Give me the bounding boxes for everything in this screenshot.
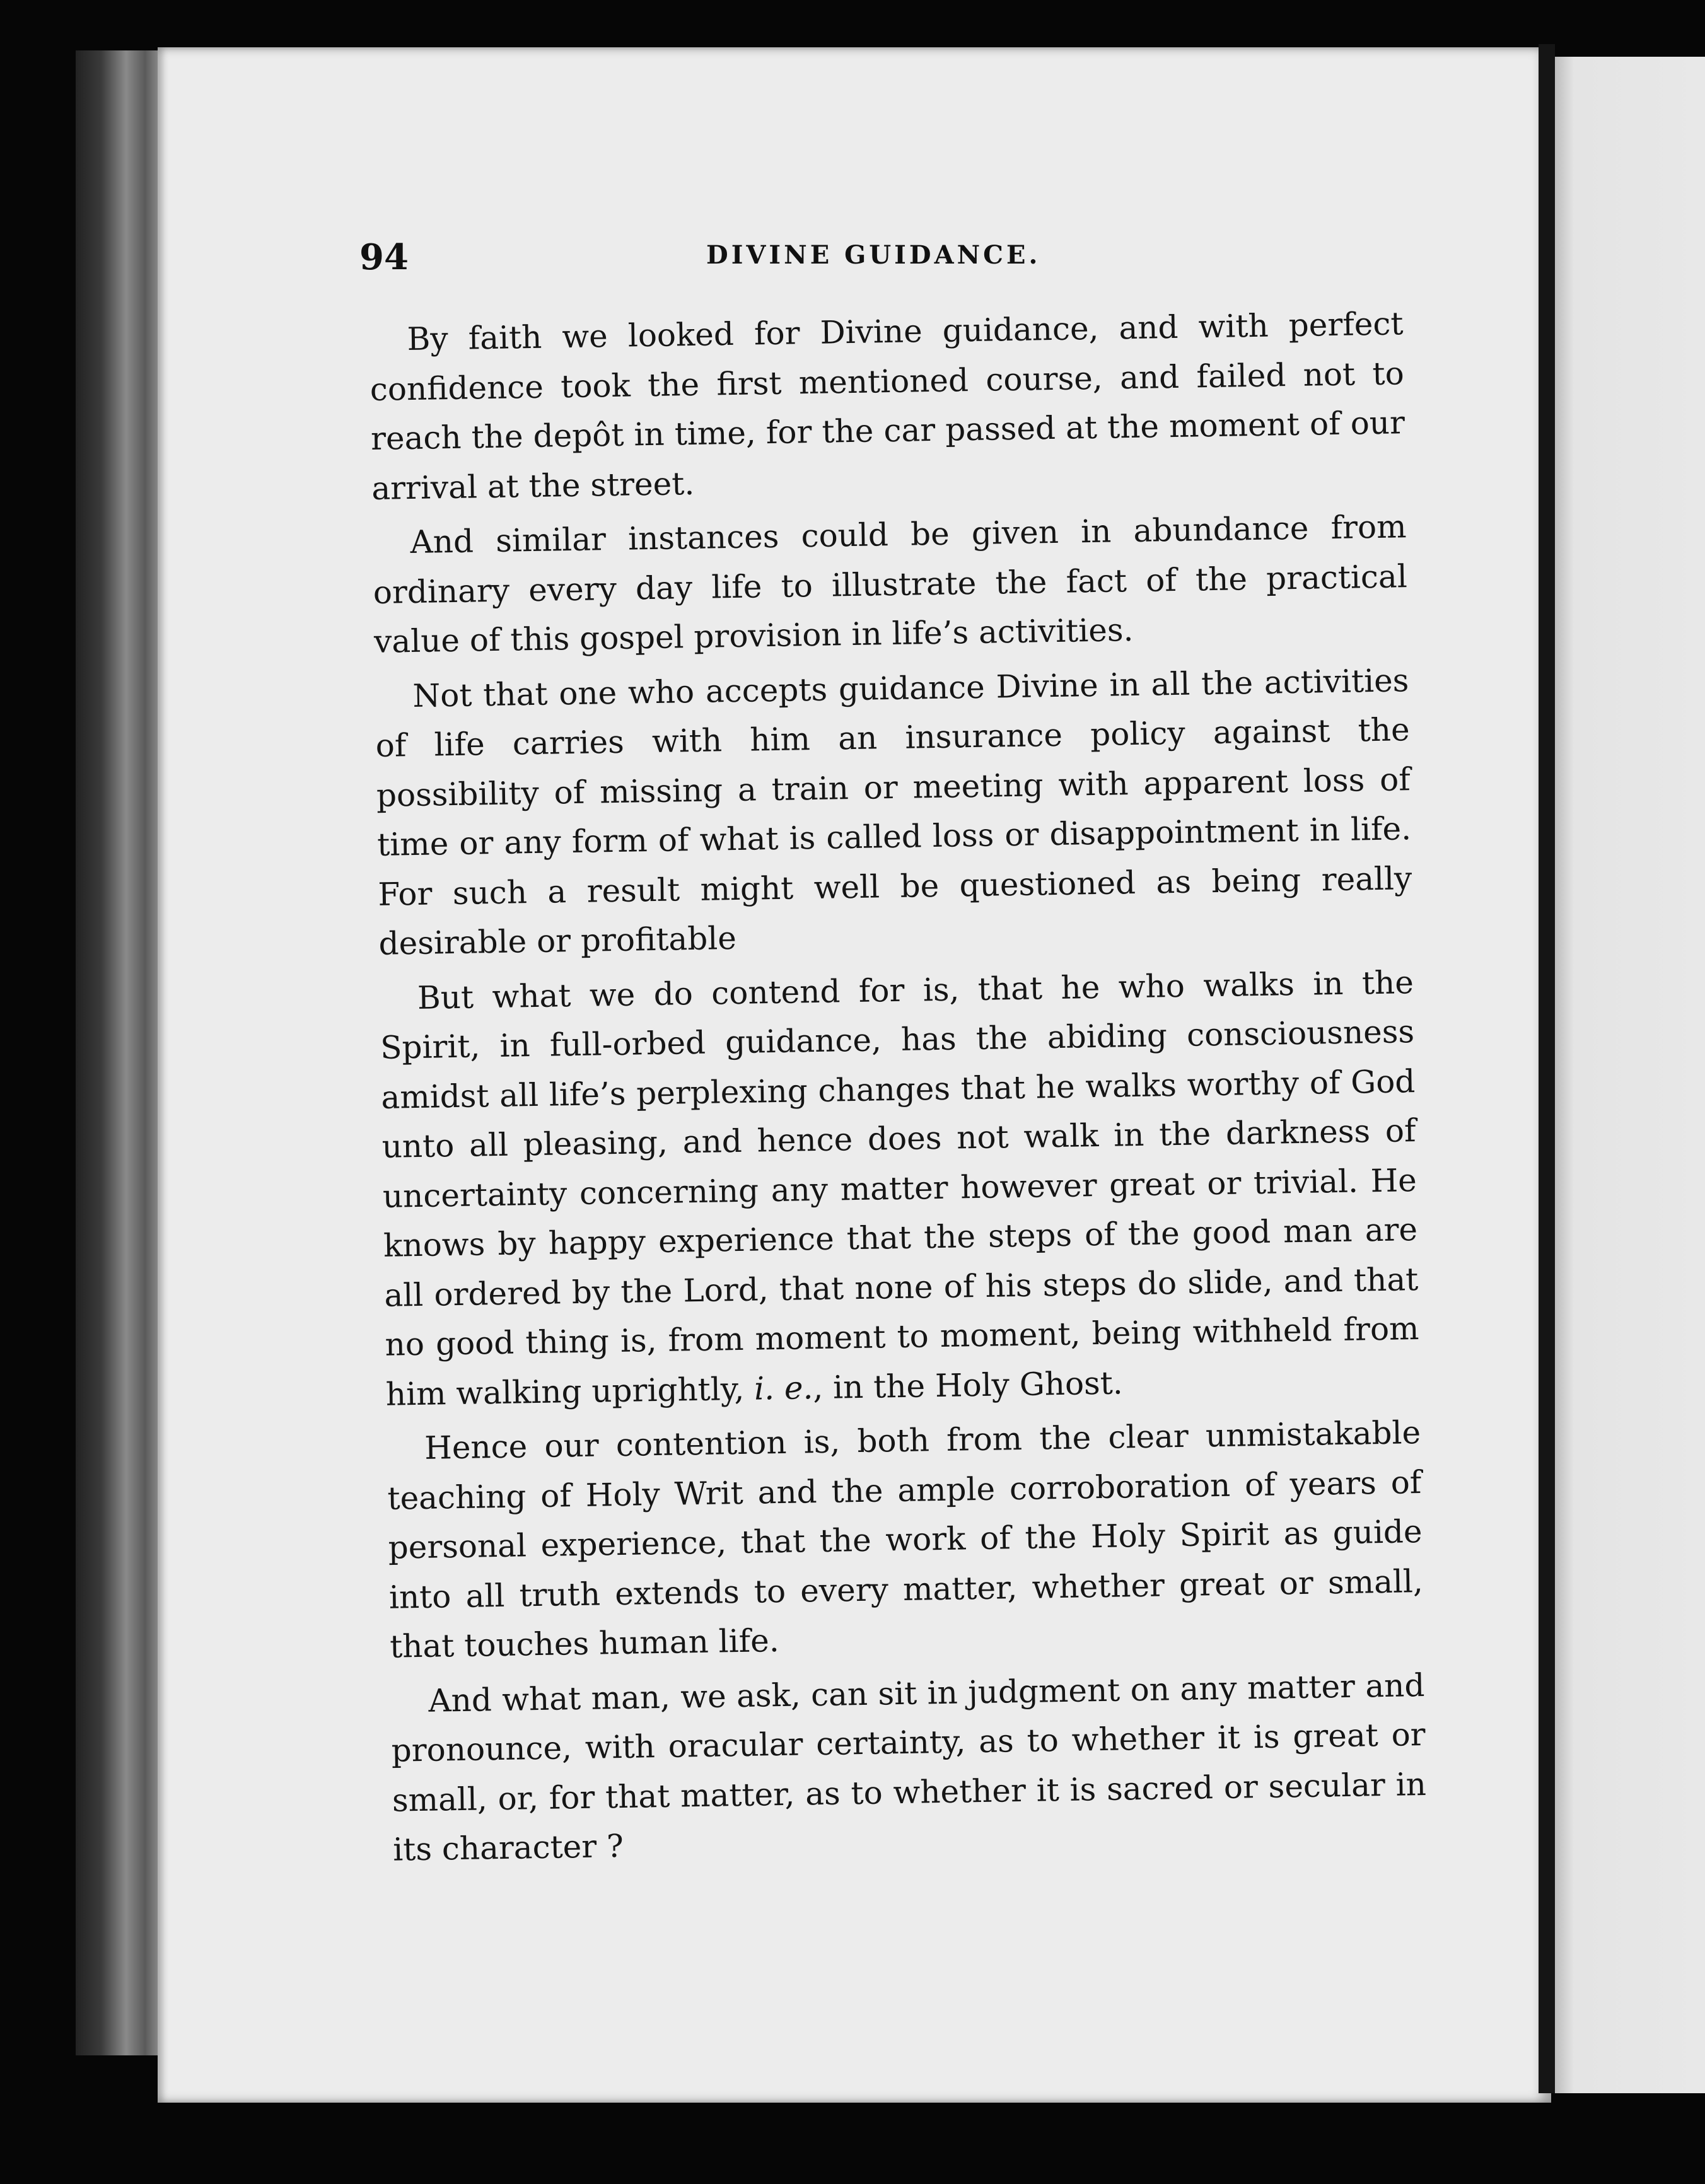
abbreviation-ie: i. e.	[754, 1369, 813, 1407]
paragraph: By faith we looked for Divine guidance, and with perfect confidence took the first mentioned course, and failed not to reach the depôt in time, for the car passed at the moment of our arrival at the street.	[370, 305, 1405, 507]
book-gutter	[1539, 44, 1555, 2093]
page-number: 94	[359, 236, 409, 278]
paragraph: Hence our contention is, both from the clear unmistakable teaching of Holy Writ and the ample corroboration of years of personal experience, that the work of the Holy Spirit as guide into all truth extends to every matter, whether great or small, that touches human life.	[387, 1414, 1424, 1665]
paragraph: And similar instances could be given in abundance from ordinary every day life to illustrate the fact of the practical value of this gospel provision in life’s activities.	[373, 508, 1408, 660]
running-title: DIVINE GUIDANCE.	[706, 240, 1041, 270]
running-head	[359, 236, 1381, 281]
facing-page-edge	[1555, 57, 1705, 2093]
paragraph: And what man, we ask, can sit in judgment on any matter and pronounce, with oracular certainty, as to whether it is great or small, or, for that matter, as to whether it is sacred or secular in its character ?	[391, 1666, 1427, 1868]
paragraph: Not that one who accepts guidance Divine in all the activities of life carries with him an insurance policy against the possibility of missing a train or meeting with apparent loss of time or any form of what is called loss or disappointment in life. For such a result might well be questioned as being really desirable or profitable	[375, 661, 1412, 962]
body-text	[369, 299, 1428, 1879]
paragraph-text-end: , in the Holy Ghost.	[812, 1364, 1124, 1406]
paragraph-text: But what we do contend for is, that he who walks in the Spirit, in full-orbed guidance, has the abiding consciousness amidst all life’s perplexing changes that he walks worthy of God unto all pleasing, and hence does not walk in the darkness of uncertainty concerning any matter however great or trivial. He knows by happy experience that the steps of the good man are all ordered by the Lord, that none of his steps do slide, and that no good thing is, from moment to moment, being withheld from him walking uprightly,	[380, 963, 1419, 1413]
paragraph	[379, 958, 1420, 1419]
